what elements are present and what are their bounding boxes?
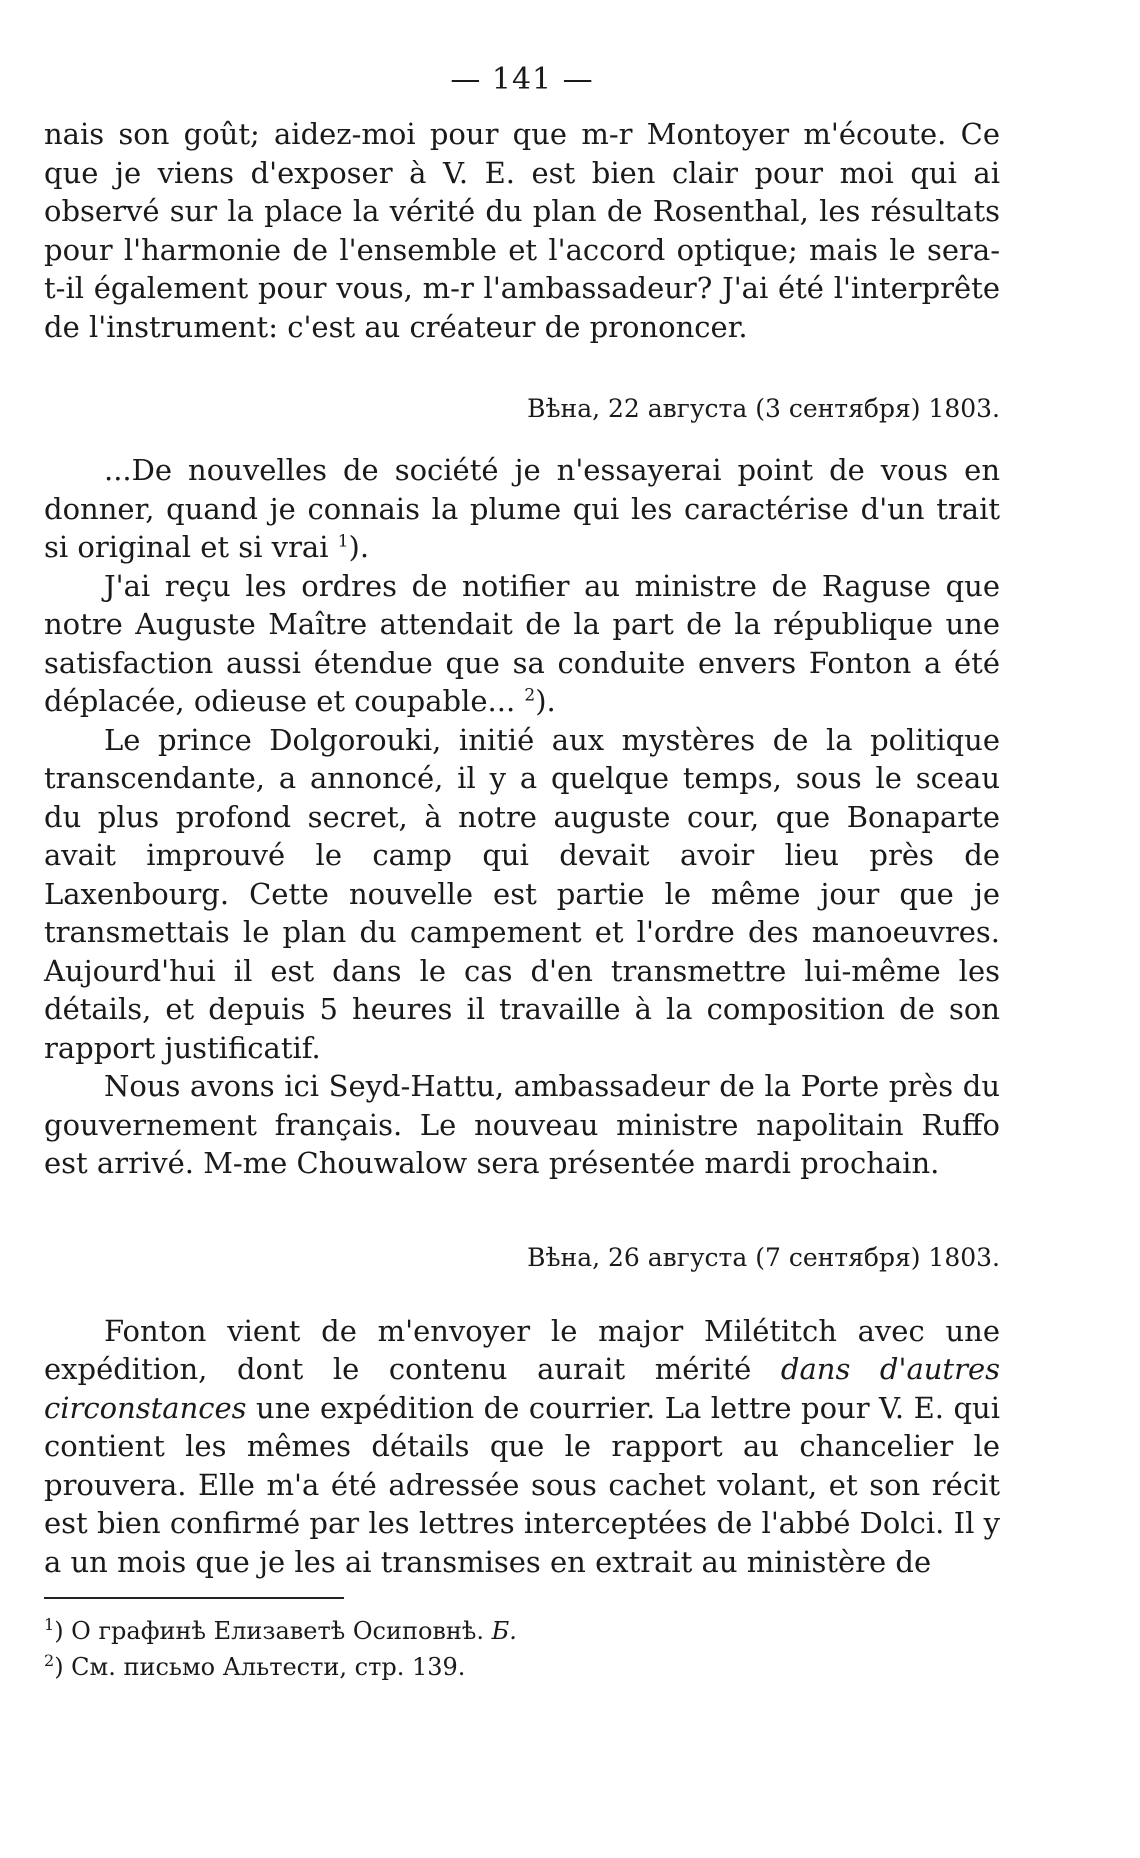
footnote-ref-1-close: ).: [348, 530, 370, 564]
letter-2-italic-phrase: dans d'autres circonstances: [44, 1352, 1000, 1425]
letter-2-paragraph-1: [44, 1312, 1000, 1582]
footnote-1-text: ) О графинѣ Елизаветѣ Осиповнѣ.: [54, 1617, 492, 1645]
letter-1-paragraph-4: Nous avons ici Seyd-Hattu, ambassadeur de la Porte près du gouvernement français. Le nouveau ministre napolitain Ruffo est arrivé. M-me Chouwalow sera présentée mardi prochain.: [44, 1069, 1000, 1180]
footnote-ref-2: 2: [524, 685, 536, 706]
letter-1-paragraph-2: [44, 567, 1000, 721]
footnote-2-text: ) См. письмо Альтести, стр. 139.: [54, 1653, 466, 1681]
dateline-vienna-22-august: Вѣна, 22 августа (3 сентября) 1803.: [527, 394, 1000, 423]
footnote-1-initial: Б.: [491, 1617, 517, 1645]
footnote-1-marker: 1: [44, 1615, 55, 1634]
footnote-2: [44, 1649, 1000, 1685]
letter-2-text-a: Fonton vient de m'envoyer le major Milétitch avec une expédition, dont le contenu aurait mérité: [44, 1313, 1000, 1386]
footnote-ref-2-close: ).: [535, 684, 556, 718]
letter-1-paragraph-1-text: ...De nouvelles de société je n'essayerai point de vous en donner, quand je connais la plume qui les caractérise d'un trait si original et si vrai: [44, 453, 1000, 564]
letter-1-paragraph-3: Le prince Dolgorouki, initié aux mystères de la politique transcendante, a annoncé, il y a quelque temps, sous le sceau du plus profond secret, à notre auguste cour, que Bonaparte avait improuvé le camp qui devait avoir lieu près de Laxenbourg. Cette nouvelle est partie le même jour que je transmettais le plan du campement et l'ordre des manoeuvres. Aujourd'hui il est dans le cas d'en transmettre lui-même les détails, et depuis 5 heures il travaille à la composition de son rapport justificatif.: [44, 722, 1000, 1065]
dateline-vienna-26-august: Вѣна, 26 августа (7 сентября) 1803.: [527, 1242, 1000, 1272]
letter-1-paragraph-2-text: J'ai reçu les ordres de notifier au ministre de Raguse que notre Auguste Maître attendait de la part de la république une satisfaction aussi étendue que sa conduite envers Fonton a été déplacée, odieuse et coupable...: [44, 568, 1000, 718]
paragraph-continuation: nais son goût; aidez-moi pour que m-r Montoyer m'écoute. Ce que je viens d'exposer à V. E. est bien clair pour moi qui ai observé sur la place la vérité du plan de Rosenthal, les résultats pour l'harmonie de l'ensemble et l'accord optique; mais le sera-t-il également pour vous, m-r l'ambassadeur? J'ai été l'interprête de l'instrument: c'est au créateur de prononcer.: [44, 117, 1000, 344]
page-number: — 141 —: [450, 62, 594, 97]
footnote-divider: [44, 1597, 344, 1599]
letter-2-text-b: une expédition de courrier. La lettre pour V. E. qui contient les mêmes détails que le rapport au chancelier le prouvera. Elle m'a été adressée sous cachet volant, et son récit est bien confirmé par les lettres interceptées de l'abbé Dolci. Il y a un mois que je les ai transmises en extrait au ministère de: [44, 1390, 1000, 1579]
footnote-ref-1: 1: [337, 531, 349, 552]
letter-1-paragraph-1: [44, 451, 1000, 567]
footnote-1: [44, 1613, 1000, 1649]
document-page: [44, 62, 1000, 1685]
footnotes: [44, 1613, 1000, 1685]
footnote-2-marker: 2: [44, 1651, 55, 1670]
